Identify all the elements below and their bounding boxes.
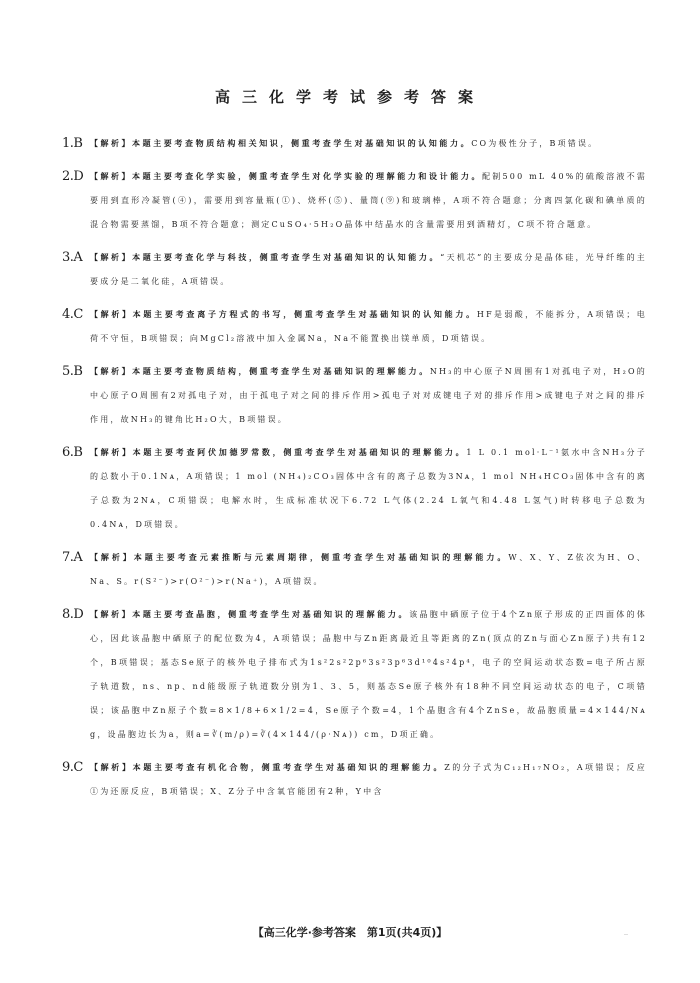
corner-mark: ‥ xyxy=(624,930,629,937)
answer-body xyxy=(90,132,647,156)
answer-item xyxy=(62,165,647,237)
analysis-text: 1 L 0.1 mol·L⁻¹氨水中含NH₃分子的总数小于0.1Nᴀ，A项错误；1 mol (NH₄)₂CO₃固体中含有的离子总数为3Nᴀ，1 mol NH₄HCO₃固体中含有的离子总数为2Nᴀ，C项错误；电解水时，生成标准状况下6.72 L气体(2.24 L氧气和4.48 L氢气)时转移电子总数为0.4Nᴀ，D项错误。 xyxy=(90,448,648,529)
analysis-lead: 本题主要考查晶胞，侧重考查学生对基础知识的理解能力。 xyxy=(132,610,410,619)
analysis-text: “天机芯”的主要成分是晶体硅，光导纤维的主要成分是二氧化硅，A项错误。 xyxy=(90,253,647,286)
analysis-lead: 本题主要考查阿伏加德罗常数，侧重考查学生对基础知识的理解能力。 xyxy=(132,448,467,457)
answer-item xyxy=(62,132,647,156)
analysis-tag: 【解析】 xyxy=(90,172,133,181)
answer-item xyxy=(62,246,647,294)
analysis-tag: 【解析】 xyxy=(90,367,133,376)
answer-item xyxy=(62,360,647,432)
analysis-text: 该晶胞中硒原子位于4个Zn原子形成的正四面体的体心，因此该晶胞中硒原子的配位数为4，A项错误；晶胞中与Zn距离最近且等距离的Zn(顶点的Zn与面心Zn原子)共有12个，B项错误；基态Se原子的核外电子排布式为1s²2s²2p⁶3s²3p⁶3d¹⁰4s²4p⁴，电子的空间运动状态数=电子所占原子轨道数，ns、np、nd能级原子轨道数分别为1、3、5，则基态Se原子核外有18种不同空间运动状态的电子，C项错误；该晶胞中Zn原子个数=8×1/8+6×1/2=4，Se原子个数=4，1个晶胞含有4个ZnSe，故晶胞质量=4×144/Nᴀ g，设晶胞边长为a，则a=∛(m/ρ)=∛(4×144/(ρ·Nᴀ)) cm，D项正确。 xyxy=(90,610,647,739)
answer-body xyxy=(90,246,647,294)
analysis-lead: 本题主要考查化学与科技，侧重考查学生对基础知识的认知能力。 xyxy=(132,253,441,262)
answer-list xyxy=(62,132,647,813)
answer-number: 1.B xyxy=(62,136,83,151)
answer-body xyxy=(90,756,647,804)
analysis-tag: 【解析】 xyxy=(90,553,134,562)
answer-item xyxy=(62,303,647,351)
analysis-lead: 本题主要考查化学实验，侧重考查学生对化学实验的理解能力和设计能力。 xyxy=(132,172,483,181)
analysis-lead: 本题主要考查物质结构，侧重考查学生对基础知识的理解能力。 xyxy=(132,367,430,376)
answer-item xyxy=(62,603,647,747)
answer-number: 7.A xyxy=(62,550,83,565)
answer-number: 3.A xyxy=(62,250,83,265)
answer-body xyxy=(90,546,647,594)
analysis-lead: 本题主要考查元素推断与元素周期律，侧重考查学生对基础知识的理解能力。 xyxy=(133,553,509,562)
analysis-text: Z的分子式为C₁₂H₁₇NO₂，A项错误；反应①为还原反应，B项错误；X、Z分子中含氧官能团有2种，Y中含 xyxy=(90,763,647,796)
analysis-tag: 【解析】 xyxy=(90,253,133,262)
analysis-tag: 【解析】 xyxy=(90,139,132,148)
answer-item xyxy=(62,756,647,804)
answer-number: 6.B xyxy=(62,445,83,460)
analysis-text: W、X、Y、Z依次为H、O、Na、S。r(S²⁻)>r(O²⁻)>r(Na⁺)，A项错误。 xyxy=(90,553,647,586)
answer-number: 9.C xyxy=(62,760,83,775)
answer-body xyxy=(90,603,647,747)
answer-body xyxy=(90,303,647,351)
analysis-text: 配制500 mL 40%的硫酸溶液不需要用到直形冷凝管(④)，需要用到容量瓶(①)、烧杯(⑤)、量筒(⑨)和玻璃棒，A项不符合题意；分离四氯化碳和碘单质的混合物需要蒸馏，B项不符合题意；测定CuSO₄·5H₂O晶体中结晶水的含量需要用到酒精灯，C项不符合题意。 xyxy=(90,172,647,229)
answer-item xyxy=(62,546,647,594)
analysis-tag: 【解析】 xyxy=(90,763,133,772)
analysis-text: HF是弱酸，不能拆分，A项错误；电荷不守恒，B项错误；向MgCl₂溶液中加入金属Na，Na不能置换出镁单质，D项错误。 xyxy=(90,310,647,343)
analysis-lead: 本题主要考查有机化合物，侧重考查学生对基础知识的理解能力。 xyxy=(132,763,445,772)
analysis-lead: 本题主要考查物质结构相关知识，侧重考查学生对基础知识的认知能力。 xyxy=(132,139,472,148)
page-footer: 【高三化学·参考答案 第1页(共4页)】 xyxy=(252,926,448,939)
answer-body xyxy=(90,360,647,432)
answer-body xyxy=(90,165,647,237)
answer-number: 5.B xyxy=(62,364,83,379)
page-title: 高三化学考试参考答案 xyxy=(214,88,485,106)
answer-number: 4.C xyxy=(62,307,83,322)
answer-number: 2.D xyxy=(62,169,84,184)
analysis-tag: 【解析】 xyxy=(90,610,133,619)
answer-item xyxy=(62,441,647,537)
answer-number: 8.D xyxy=(62,607,84,622)
analysis-text: NH₃的中心原子N周围有1对孤电子对，H₂O的中心原子O周围有2对孤电子对，由于孤电子对之间的排斥作用>孤电子对对成键电子对的排斥作用>成键电子对之间的排斥作用，故NH₃的键角比H₂O大，B项错误。 xyxy=(90,367,648,424)
analysis-tag: 【解析】 xyxy=(90,448,133,457)
analysis-text: CO为极性分子，B项错误。 xyxy=(471,139,599,148)
analysis-tag: 【解析】 xyxy=(90,310,133,319)
answer-body xyxy=(90,441,647,537)
analysis-lead: 本题主要考查离子方程式的书写，侧重考查学生对基础知识的认知能力。 xyxy=(132,310,477,319)
